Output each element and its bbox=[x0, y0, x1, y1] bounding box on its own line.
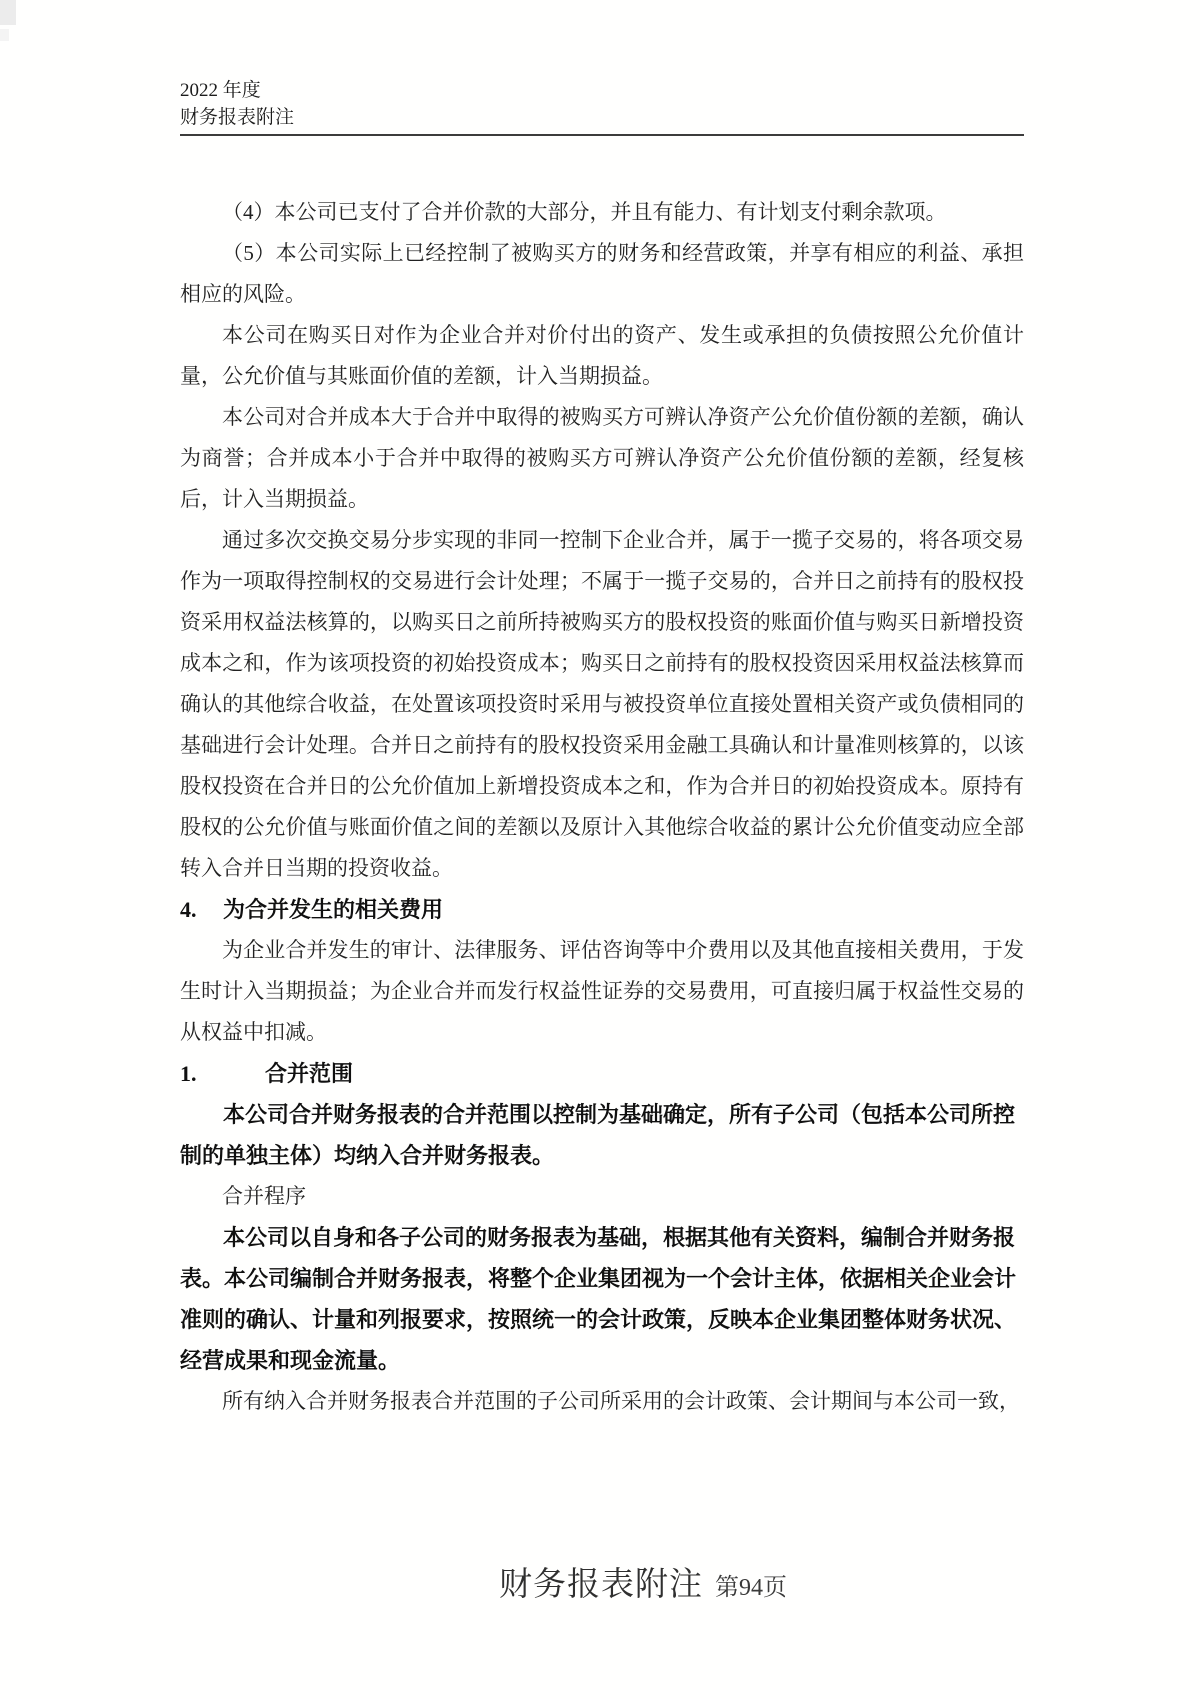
heading-number: 1. bbox=[180, 1061, 197, 1086]
heading-label: 合并范围 bbox=[265, 1061, 354, 1086]
list-item-5: （5）本公司实际上已经控制了被购买方的财务和经营政策，并享有相应的利益、承担相应的风险。 bbox=[180, 241, 1024, 306]
footer-title: 财务报表附注 bbox=[499, 1567, 703, 1603]
policy-paragraph: 本公司在购买日对作为企业合并对价付出的资产、发生或承担的负债按照公允价值计量，公允价值与其账面价值的差额，计入当期损益。 bbox=[180, 323, 1024, 388]
footer-page-number: 第94页 bbox=[715, 1575, 787, 1601]
list-item-4: （4）本公司已支付了合并价款的大部分，并且有能力、有计划支付剩余款项。 bbox=[222, 200, 947, 224]
heading-label: 为合并发生的相关费用 bbox=[223, 897, 444, 922]
section-heading-six bbox=[180, 1053, 1024, 1094]
section-heading-1 bbox=[180, 1094, 1024, 1176]
policy-paragraph: 本公司对合并成本大于合并中取得的被购买方可辨认净资产公允价值份额的差额，确认为商誉；合并成本小于合并中取得的被购买方可辨认净资产公允价值份额的差额，经复核后，计入当期损益。 bbox=[180, 405, 1024, 511]
header-year: 2022 年度 bbox=[180, 80, 261, 101]
heading-number: 4. bbox=[180, 897, 197, 922]
page-header bbox=[180, 77, 1024, 136]
policy-paragraph: 通过多次交换交易分步实现的非同一控制下企业合并，属于一揽子交易的，将各项交易作为一项取得控制权的交易进行会计处理；不属于一揽子交易的，合并日之前持有的股权投资采用权益法核算的，以购买日之前所持被购买方的股权投资的账面价值与购买日新增投资成本之和，作为该项投资的初始投资成本；购买日之前持有的股权投资因采用权益法核算而确认的其他综合收益，在处置该项投资时采用与被投资单位直接处置相关资产或负债相同的基础进行会计处理。合并日之前持有的股权投资采用金融工具确认和计量准则核算的，以该股权投资在合并日的公允价值加上新增投资成本之和，作为合并日的初始投资成本。原持有股权的公允价值与账面价值之间的差额以及原计入其他综合收益的累计公允价值变动应全部转入合并日当期的投资收益。 bbox=[180, 528, 1024, 880]
document-body bbox=[180, 192, 1024, 1422]
header-title: 财务报表附注 bbox=[180, 107, 295, 128]
heading-label: 本公司以自身和各子公司的财务报表为基础，根据其他有关资料，编制合并财务报表。本公司编制合并财务报表，将整个企业集团视为一个会计主体，依据相关企业会计准则的确认、计量和列报要求，按照统一的会计政策，反映本企业集团整体财务状况、经营成果和现金流量。 bbox=[180, 1225, 1017, 1373]
page-footer bbox=[0, 1558, 1200, 1605]
policy-paragraph: 为企业合并发生的审计、法律服务、评估咨询等中介费用以及其他直接相关费用，于发生时计入当期损益；为企业合并而发行权益性证券的交易费用，可直接归属于权益性交易的从权益中扣减。 bbox=[180, 938, 1024, 1044]
scan-artifact bbox=[0, 29, 9, 41]
scan-artifact bbox=[0, 0, 16, 25]
body-paragraph: 所有纳入合并财务报表合并范围的子公司所采用的会计政策、会计期间与本公司一致， bbox=[222, 1389, 1020, 1413]
body-paragraph: 合并程序 bbox=[222, 1184, 306, 1208]
heading-label: 本公司合并财务报表的合并范围以控制为基础确定，所有子公司（包括本公司所控制的单独主体）均纳入合并财务报表。 bbox=[180, 1102, 1016, 1168]
section-heading-2 bbox=[180, 1217, 1024, 1381]
section-heading-4 bbox=[180, 889, 1024, 930]
